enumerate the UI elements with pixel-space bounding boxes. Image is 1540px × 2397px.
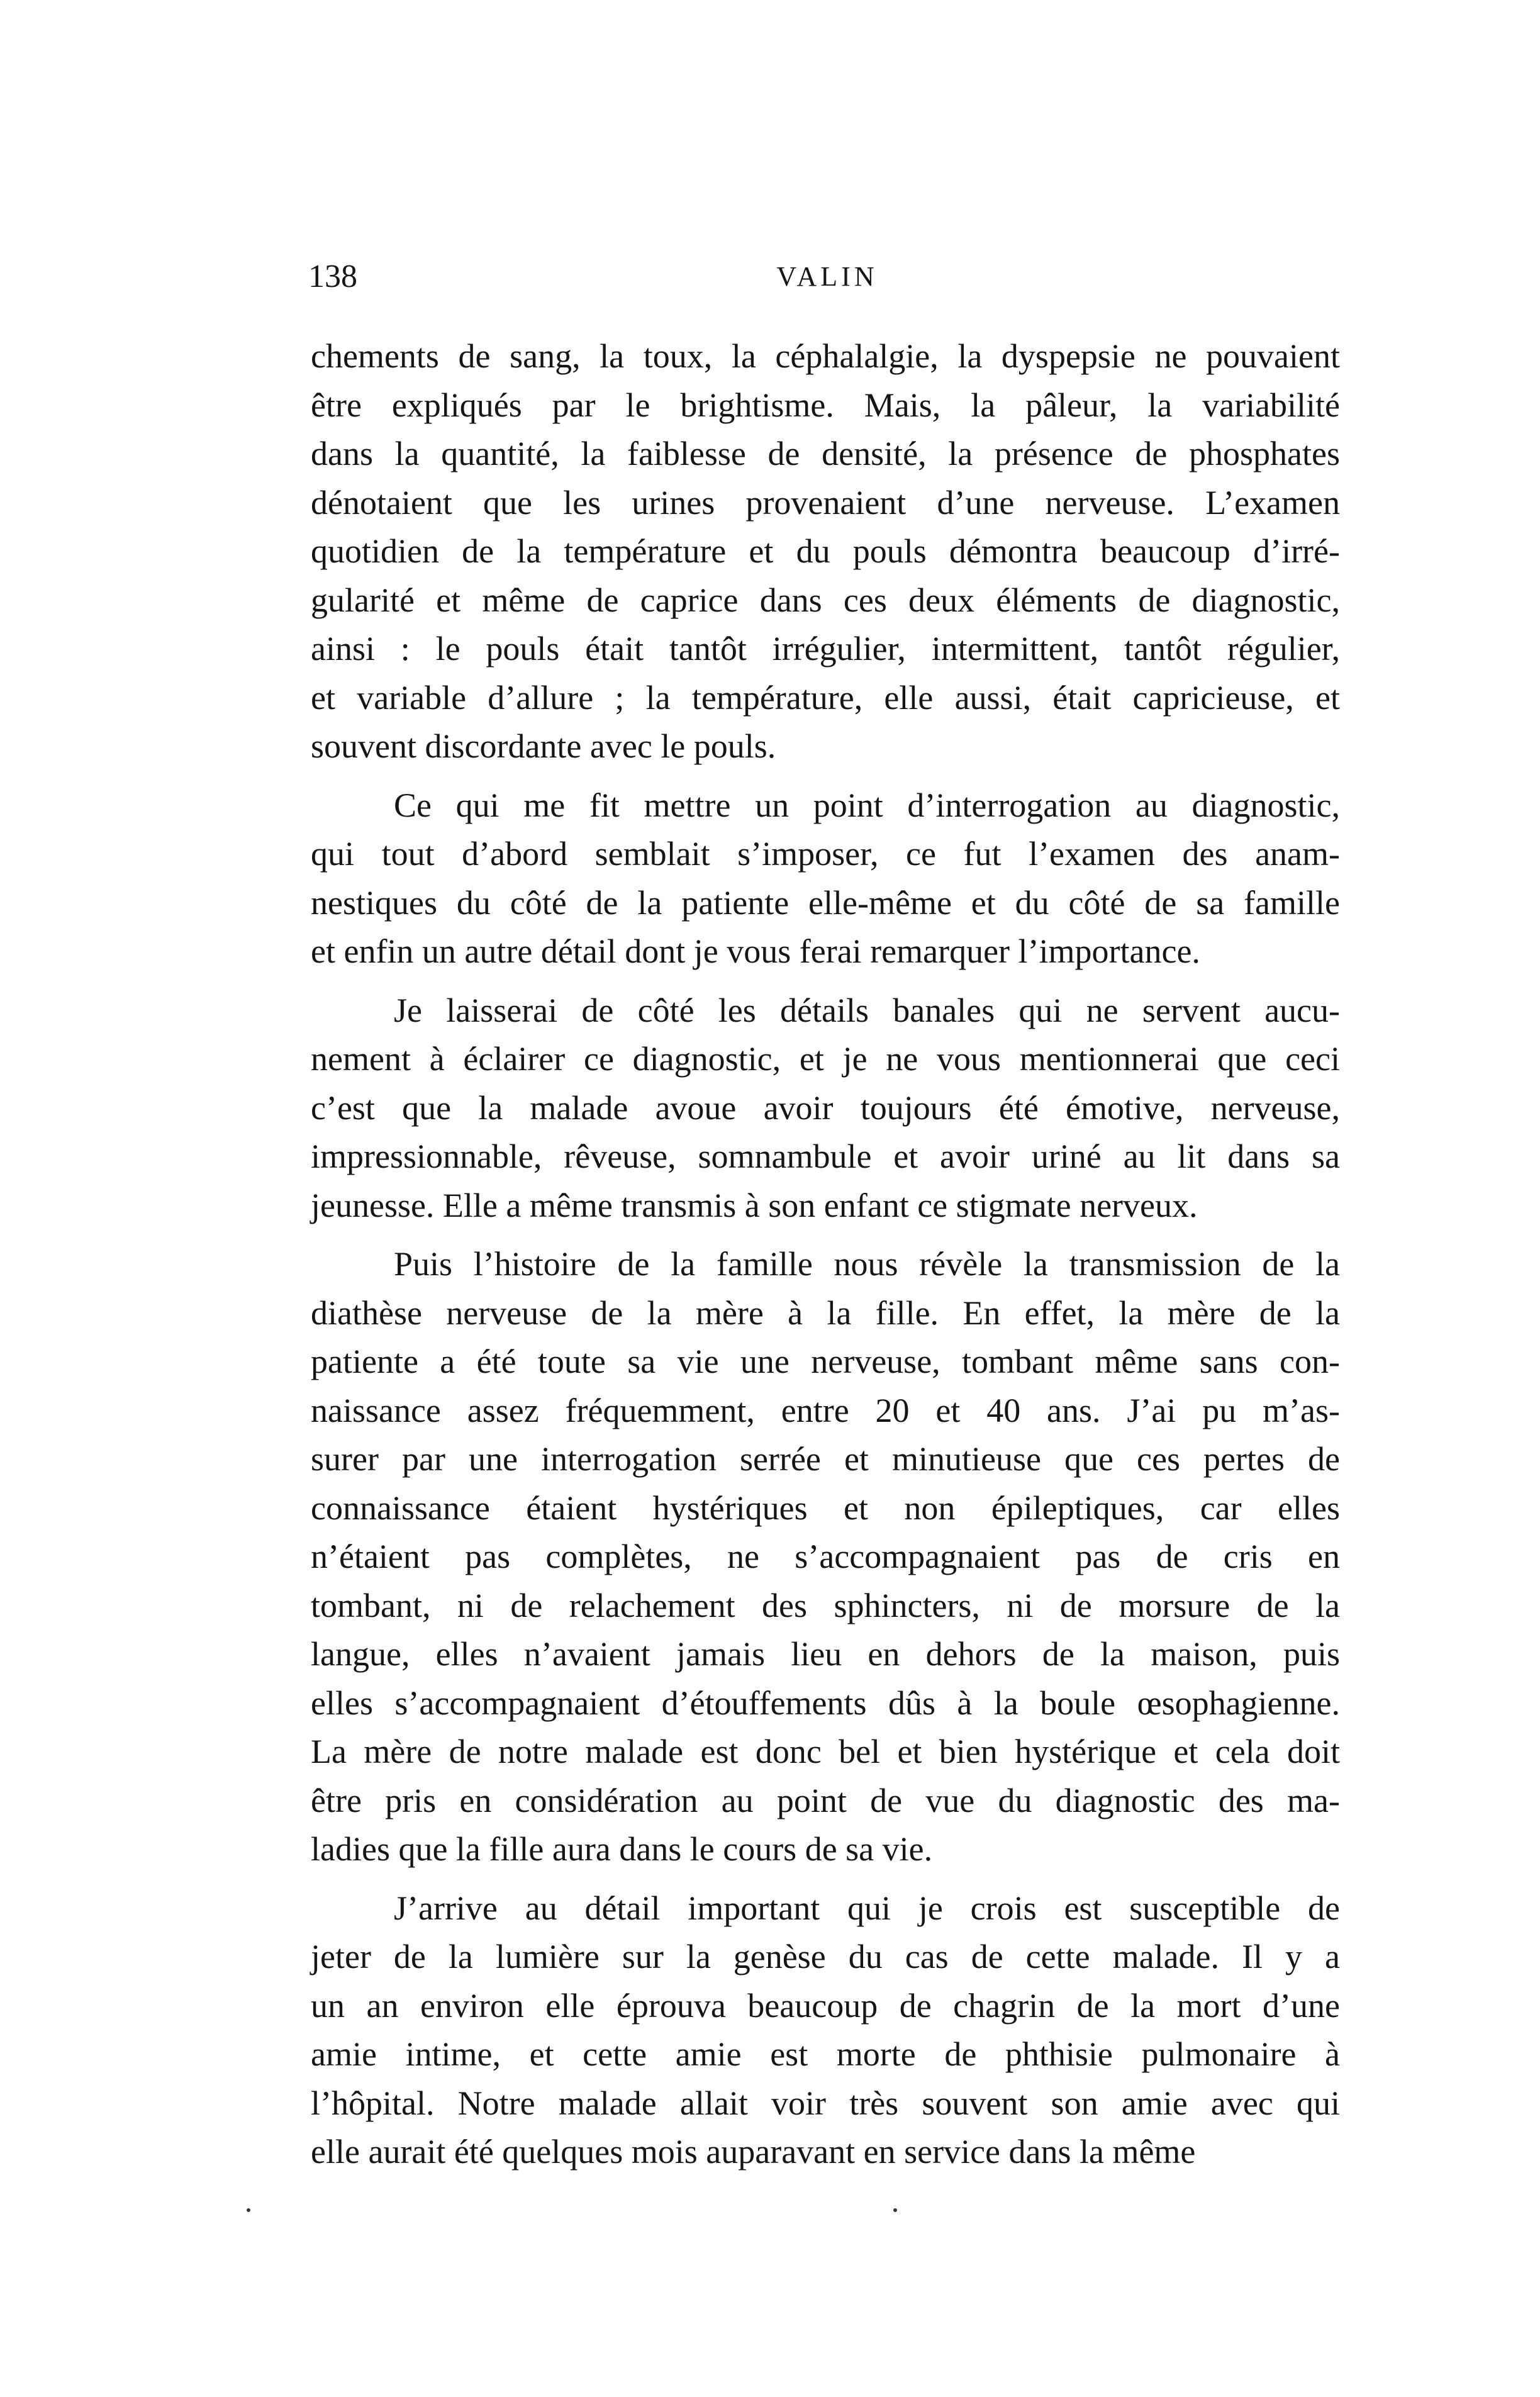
text-line: Je laisserai de côté les détails banales qui ne servent aucu- (394, 991, 1340, 1029)
text-line: l’hôpital. Notre malade allait voir très souvent son amie avec qui (311, 2084, 1340, 2122)
text-line: naissance assez fréquemment, entre 20 et 40 ans. J’ai pu m’as- (311, 1391, 1340, 1429)
page-header (308, 252, 1346, 302)
paragraph (311, 1240, 1340, 1874)
text-line: elles s’accompagnaient d’étouffements dûs à la boule œsophagienne. (311, 1684, 1340, 1722)
text-line: tombant, ni de relachement des sphincters, ni de morsure de la (311, 1586, 1340, 1624)
text-line: gularité et même de caprice dans ces deux éléments de diagnostic, (311, 581, 1340, 619)
text-line: La mère de notre malade est donc bel et bien hystérique et cela doit (311, 1733, 1340, 1770)
text-line: Puis l’histoire de la famille nous révèle la transmission de la (394, 1245, 1340, 1283)
text-line: impressionnable, rêveuse, somnambule et avoir uriné au lit dans sa (311, 1137, 1340, 1175)
page-specks (0, 2208, 1540, 2221)
paragraph (311, 986, 1340, 1231)
paragraph (311, 1884, 1340, 2177)
text-line: nestiques du côté de la patiente elle-même et du côté de sa famille (311, 883, 1340, 922)
text-line: un an environ elle éprouva beaucoup de chagrin de la mort d’une (311, 1986, 1340, 2025)
running-head: VALIN (776, 261, 878, 292)
text-line: qui tout d’abord semblait s’imposer, ce fut l’examen des anam- (311, 835, 1340, 873)
text-line: quotidien de la température et du pouls démontra beaucoup d’irré- (311, 532, 1340, 570)
text-line: surer par une interrogation serrée et minutieuse que ces pertes de (311, 1440, 1340, 1478)
print-speck (247, 2208, 250, 2212)
text-line: amie intime, et cette amie est morte de phthisie pulmonaire à (311, 2035, 1340, 2073)
text-line: nement à éclairer ce diagnostic, et je ne vous mentionnerai que ceci (311, 1040, 1340, 1078)
text-line: jeunesse. Elle a même transmis à son enfant ce stigmate nerveux. (311, 1186, 1198, 1224)
text-line: n’étaient pas complètes, ne s’accompagnaient pas de cris en (311, 1538, 1340, 1575)
text-line: jeter de la lumière sur la genèse du cas de cette malade. Il y a (311, 1938, 1340, 1975)
text-line: chements de sang, la toux, la céphalalgie, la dyspepsie ne pouvaient (311, 337, 1340, 375)
body-text (311, 332, 1340, 2187)
text-line: ladies que la fille aura dans le cours de sa vie. (311, 1830, 933, 1868)
text-line: elle aurait été quelques mois auparavant en service dans la même (311, 2133, 1196, 2171)
text-line: être expliqués par le brightisme. Mais, la pâleur, la variabilité (311, 386, 1340, 424)
text-line: patiente a été toute sa vie une nerveuse, tombant même sans con- (311, 1343, 1340, 1380)
text-line: Ce qui me fit mettre un point d’interrogation au diagnostic, (394, 786, 1340, 824)
page-number: 138 (308, 259, 357, 294)
text-line: ainsi : le pouls était tantôt irrégulier, intermittent, tantôt régulier, (311, 630, 1340, 668)
text-line: être pris en considération au point de vue du diagnostic des ma- (311, 1781, 1340, 1819)
text-line: souvent discordante avec le pouls. (311, 727, 776, 765)
text-line: J’arrive au détail important qui je crois est susceptible de (394, 1889, 1340, 1927)
text-line: diathèse nerveuse de la mère à la fille. En effet, la mère de la (311, 1293, 1340, 1332)
text-line: langue, elles n’avaient jamais lieu en dehors de la maison, puis (311, 1635, 1340, 1673)
text-line: et enfin un autre détail dont je vous ferai remarquer l’importance. (311, 932, 1200, 970)
text-line: dans la quantité, la faiblesse de densité, la présence de phosphates (311, 435, 1340, 472)
text-line: et variable d’allure ; la température, elle aussi, était capricieuse, et (311, 678, 1340, 717)
text-line: connaissance étaient hystériques et non épileptiques, car elles (311, 1489, 1340, 1527)
paragraph (311, 332, 1340, 771)
print-speck (893, 2208, 897, 2212)
text-line: dénotaient que les urines provenaient d’une nerveuse. L’examen (311, 483, 1340, 522)
text-line: c’est que la malade avoue avoir toujours été émotive, nerveuse, (311, 1088, 1340, 1127)
paragraph (311, 781, 1340, 976)
